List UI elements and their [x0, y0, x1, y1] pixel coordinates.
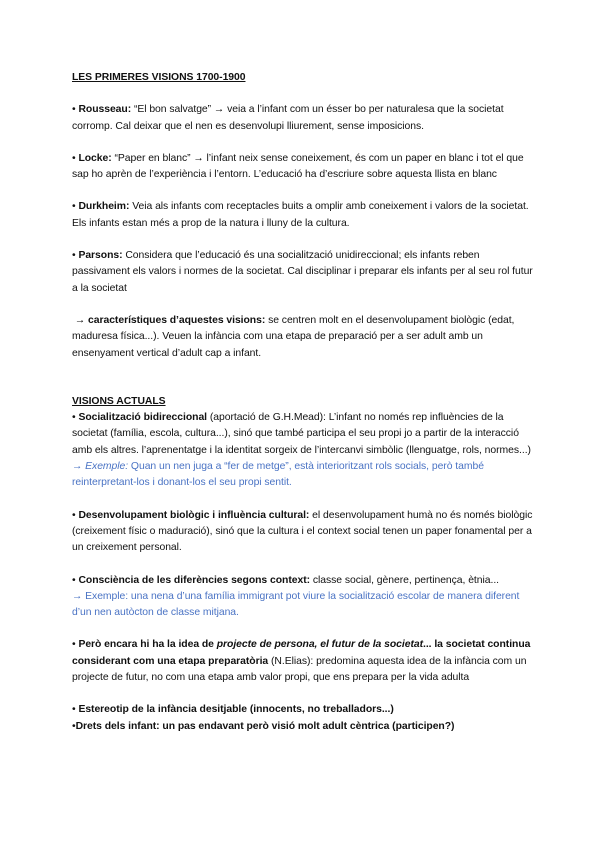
- section-heading-early-visions: LES PRIMERES VISIONS 1700-1900: [72, 72, 246, 83]
- label-socialization: Socialització bidireccional: [78, 412, 208, 424]
- bullet: •: [72, 412, 76, 424]
- project-lead: Però encara hi ha la idea de: [78, 639, 217, 651]
- text-locke: “Paper en blanc” → l’infant neix sense coneixement, és com un paper en blanc i tot el que sap ho aprèn de l’experiència i l’entorn. L’educació ha d’escriure sobre aquesta llista en blanc: [72, 152, 524, 181]
- paragraph-development: [72, 508, 540, 557]
- example-text: Quan un nen juga a “fer de metge”, està interioritzant rols socials, però també reinterpretant-los i donant-los el seu propi sentit.: [72, 461, 484, 489]
- paragraph-project: [72, 637, 540, 686]
- text-socialization: (aportació de G.H.Mead): L’infant no només rep influències de la societat (família, escola, cultura...), sinó que també participa el seu propi jo a partir de la interacció amb els altres. l’aprenentatge i la identitat sorgeix de l’intercanvi simbòlic (llenguatge, rols, normes...): [72, 412, 531, 456]
- paragraph-stereotype: [72, 702, 540, 718]
- paragraph-rousseau: [72, 102, 540, 135]
- bullet: •: [72, 509, 76, 521]
- paragraph-characteristics: [72, 313, 540, 362]
- label-locke: Locke:: [78, 152, 112, 164]
- paragraph-locke: [72, 151, 540, 184]
- paragraph-awareness: [72, 573, 540, 589]
- section-heading-current-visions: VISIONS ACTUALS: [72, 395, 166, 407]
- label-durkheim: Durkheim:: [78, 201, 130, 213]
- text-durkheim: Veia als infants com receptacles buits a omplir amb coneixement i valors de la societat. Els infants estan més a prop de la natura i lluny de la cultura.: [72, 201, 529, 229]
- bullet: •: [72, 152, 76, 164]
- text-awareness: classe social, gènere, pertinença, ètnia...: [310, 574, 499, 586]
- text-rights: Drets dels infant: un pas endavant però visió molt adult cèntrica (participen?): [75, 720, 455, 732]
- text-characteristics: se centren molt en el desenvolupament biològic (edat, maduresa física...). Veuen la infància com una etapa de preparació per a ser adult amb un ensenyament vertical d’adult cap a infant.: [72, 314, 515, 359]
- paragraph-durkheim: [72, 199, 540, 232]
- label-awareness: Consciència de les diferències segons context:: [78, 574, 311, 586]
- bullet: •: [72, 720, 76, 732]
- project-text: (N.Elias): predomina aquesta idea de la infància com un projecte de futur, no com una etapa amb valor propi, que ens prepara per la vida adulta: [72, 655, 527, 684]
- text-parsons: Considera que l’educació és una socialització unidireccional; els infants reben passivament els valors i normes de la societat. Cal disciplinar i preparar els infants per al seu rol futur a la societat: [72, 250, 533, 294]
- label-development: Desenvolupament biològic i influència cultural:: [78, 509, 310, 521]
- label-parsons: Parsons:: [78, 250, 123, 262]
- project-italic: projecte de persona, el futur de la societat: [216, 639, 423, 651]
- example-socialization: [72, 459, 540, 492]
- bullet: •: [72, 704, 76, 716]
- label-rousseau: Rousseau:: [78, 104, 132, 116]
- project-bold-rest: ... la societat continua considerant com una etapa preparatòria: [72, 639, 531, 667]
- paragraph-parsons: [72, 248, 540, 297]
- paragraph-rights: [72, 719, 540, 735]
- label-characteristics: → característiques d’aquestes visions:: [74, 314, 266, 326]
- bullet: •: [72, 250, 76, 262]
- bullet: •: [72, 104, 76, 116]
- example-label: → Exemple:: [72, 461, 129, 473]
- text-rousseau: “El bon salvatge” → veia a l’infant com un ésser bo per naturalesa que la societat corromp. Cal deixar que el nen es desenvolupi lliurement, sense imposicions.: [72, 104, 504, 132]
- bullet: •: [72, 201, 76, 213]
- bullet: •: [72, 574, 76, 586]
- example-awareness: → Exemple: una nena d’una família immigrant pot viure la socialització escolar de manera diferent d’un nen autòcton de classe mitjana.: [72, 590, 520, 619]
- paragraph-socialization: [72, 410, 540, 459]
- bullet: •: [72, 639, 76, 651]
- text-stereotype: Estereotip de la infància desitjable (innocents, no treballadors...): [78, 704, 394, 716]
- text-development: el desenvolupament humà no és només biològic (creixement físic o maduració), sinó que la cultura i el context social tenen un paper fonamental per a un creixement personal.: [72, 509, 533, 554]
